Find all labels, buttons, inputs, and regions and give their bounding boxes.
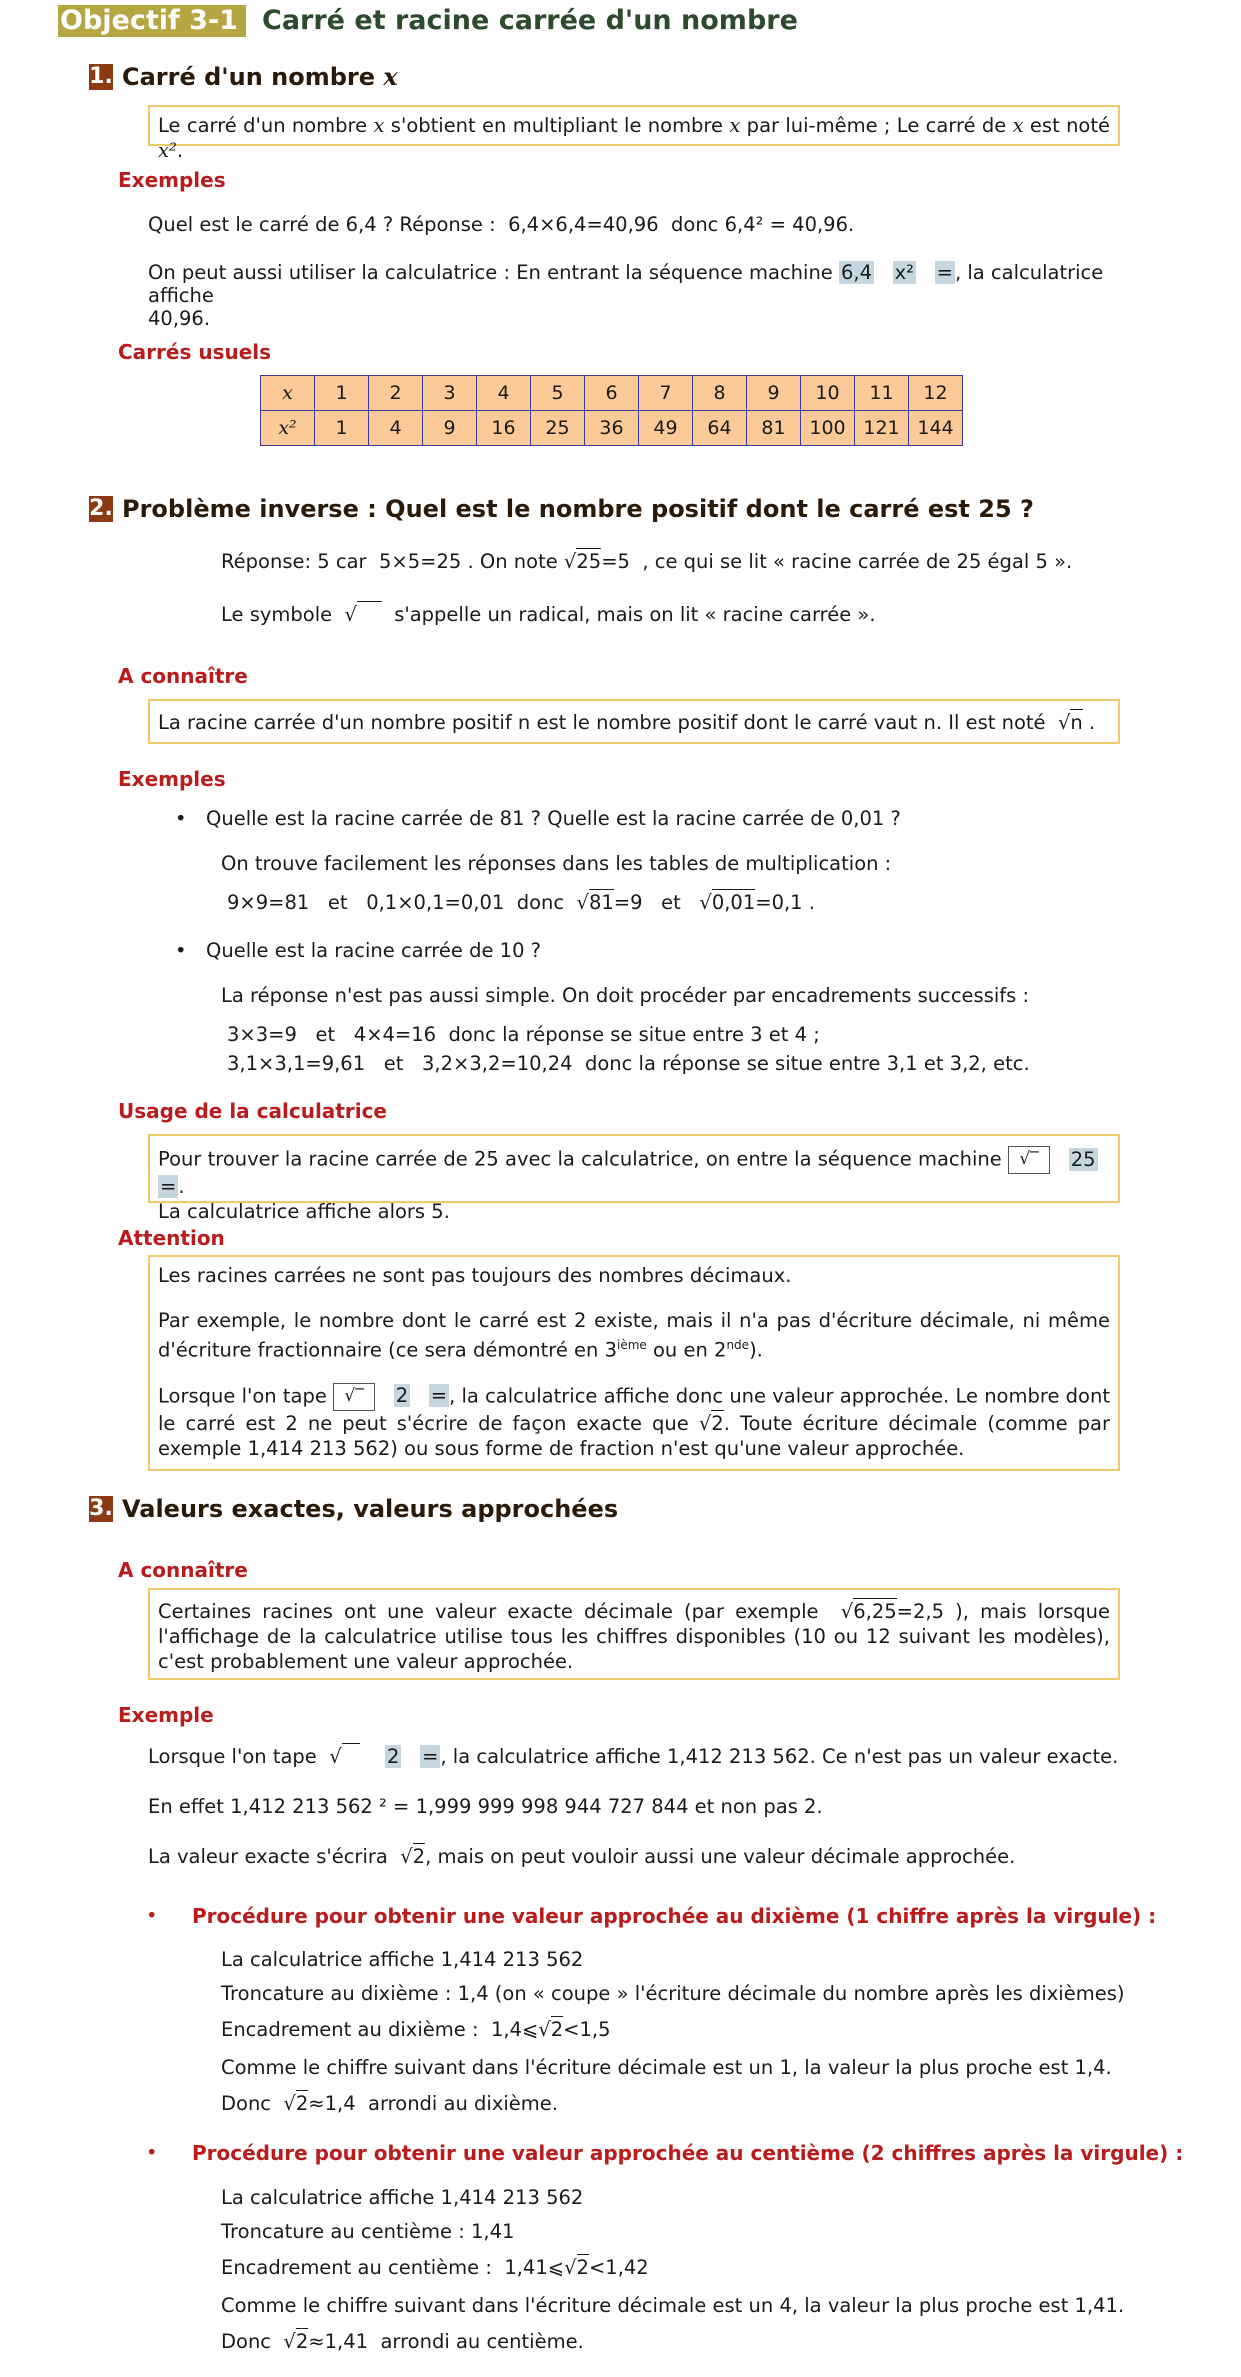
table-cell: 100 <box>801 411 855 446</box>
example-label-3: Exemple <box>118 1703 214 1727</box>
objective-badge: Objectif 3-1 <box>58 5 246 37</box>
section-3-number: 3. <box>89 1496 113 1521</box>
key-6-4: 6,4 <box>841 261 873 284</box>
key-2: 2 <box>395 1384 409 1407</box>
table-cell: 11 <box>855 376 909 411</box>
bullet-icon: • <box>175 939 187 962</box>
table-cell: 9 <box>747 376 801 411</box>
example-bullet-81: Quelle est la racine carrée de 81 ? Quelle est la racine carrée de 0,01 ? <box>206 807 901 830</box>
bounds-line-2: 3,1×3,1=9,61 et 3,2×3,2=10,24 donc la réponse se situe entre 3,1 et 3,2, etc. <box>227 1052 1030 1075</box>
table-cell: 12 <box>909 376 963 411</box>
table-cell: 144 <box>909 411 963 446</box>
example-square-6-4: Quel est le carré de 6,4 ? Réponse : 6,4×6,4=40,96 donc 6,4² = 40,96. <box>148 213 855 236</box>
table-cell: 8 <box>693 376 747 411</box>
section-1-title: Carré d'un nombre x <box>122 62 398 91</box>
radical-key-icon: √‾ <box>333 1383 375 1411</box>
procedure-tenth-line-1: La calculatrice affiche 1,414 213 562 <box>221 1948 584 1971</box>
table-cell: 9 <box>423 411 477 446</box>
exact-values-box: Certaines racines ont une valeur exacte décimale (par exemple √6,25=2,5 ), mais lorsque l'affichage de la calculatrice utilise tous les chiffres disponibles (10 ou 12 suivant les modèles), c'est probablement une valeur approchée. <box>148 1588 1120 1680</box>
attention-box <box>148 1255 1120 1471</box>
procedure-hundredth-line-1: La calculatrice affiche 1,414 213 562 <box>221 2186 584 2209</box>
calculator-root-box: Pour trouver la racine carrée de 25 avec la calculatrice, on entre la séquence machine √‾ 25 = . La calculatrice affiche alors 5. <box>148 1134 1120 1203</box>
table-cell: 10 <box>801 376 855 411</box>
table-header-x: x <box>261 376 315 411</box>
table-cell: 49 <box>639 411 693 446</box>
usual-squares-table <box>260 375 963 446</box>
table-row-x-squared <box>261 411 963 446</box>
key-2: 2 <box>387 1745 400 1768</box>
verification-line: En effet 1,412 213 562 ² = 1,999 999 998 944 727 844 et non pas 2. <box>148 1795 823 1818</box>
calculator-root-2-line: Lorsque l'on tape √ 2 = , la calculatrice affiche 1,412 213 562. Ce n'est pas un valeur exacte. <box>148 1745 1119 1768</box>
table-cell: 121 <box>855 411 909 446</box>
definition-square-box: Le carré d'un nombre x s'obtient en multipliant le nombre x par lui-même ; Le carré de x est noté x². <box>148 105 1120 146</box>
section-3-title: Valeurs exactes, valeurs approchées <box>122 1495 619 1523</box>
key-equals: = <box>422 1745 439 1768</box>
exact-value-line: La valeur exacte s'écrira √2, mais on peut vouloir aussi une valeur décimale approchée. <box>148 1845 1016 1868</box>
example-bullet-10: Quelle est la racine carrée de 10 ? <box>206 939 542 962</box>
radical-key-icon: √‾ <box>1008 1146 1050 1174</box>
know-label-1: A connaître <box>118 664 248 688</box>
procedure-tenth-title: Procédure pour obtenir une valeur approchée au dixième (1 chiffre après la virgule) : <box>192 1904 1157 1928</box>
table-cell: 4 <box>369 411 423 446</box>
root-81-calc: 9×9=81 et 0,1×0,1=0,01 donc √81=9 et √0,01=0,1 . <box>227 891 815 914</box>
radical-symbol-line: Le symbole √ s'appelle un radical, mais on lit « racine carrée ». <box>221 603 876 626</box>
attention-paragraph-1: Les racines carrées ne sont pas toujours des nombres décimaux. <box>158 1264 792 1287</box>
bounds-line-1: 3×3=9 et 4×4=16 donc la réponse se situe entre 3 et 4 ; <box>227 1023 820 1046</box>
calculator-square-text: On peut aussi utiliser la calculatrice : En entrant la séquence machine 6,4 x² = , la calculatrice affiche 40,96. <box>148 261 1104 330</box>
table-cell: 4 <box>477 376 531 411</box>
definition-root-box: La racine carrée d'un nombre positif n est le nombre positif dont le carré vaut n. Il est noté √n . <box>148 699 1120 744</box>
key-25: 25 <box>1070 1147 1096 1171</box>
procedure-hundredth-line-5: Donc √2≈1,41 arrondi au centième. <box>221 2330 584 2353</box>
examples-label-2: Exemples <box>118 767 226 791</box>
calculator-usage-label: Usage de la calculatrice <box>118 1099 387 1123</box>
table-cell: 6 <box>585 376 639 411</box>
examples-label-1: Exemples <box>118 168 226 192</box>
table-cell: 16 <box>477 411 531 446</box>
answer-line: Réponse: 5 car 5×5=25 . On note √25=5 , ce qui se lit « racine carrée de 25 égal 5 ». <box>221 550 1073 573</box>
procedure-tenth-line-2: Troncature au dixième : 1,4 (on « coupe » l'écriture décimale du nombre après les dixièmes) <box>221 1982 1125 2005</box>
table-header-x-squared: x² <box>261 411 315 446</box>
table-cell: 2 <box>369 376 423 411</box>
table-cell: 7 <box>639 376 693 411</box>
table-cell: 3 <box>423 376 477 411</box>
bullet-icon: • <box>146 1904 158 1927</box>
procedure-hundredth-title: Procédure pour obtenir une valeur approchée au centième (2 chiffres après la virgule) : <box>192 2141 1184 2165</box>
table-cell: 1 <box>315 376 369 411</box>
key-equals: = <box>160 1175 177 1198</box>
successive-bounds-text: La réponse n'est pas aussi simple. On doit procéder par encadrements successifs : <box>221 984 1030 1007</box>
procedure-tenth-line-5: Donc √2≈1,4 arrondi au dixième. <box>221 2092 558 2115</box>
attention-paragraph-2: Par exemple, le nombre dont le carré est 2 existe, mais il n'a pas d'écriture décimale, ni même d'écriture fractionnaire (ce sera démontré en 3ième ou en 2nde). <box>158 1309 1110 1362</box>
bullet-icon: • <box>146 2141 158 2164</box>
usual-squares-label: Carrés usuels <box>118 340 272 364</box>
radical-symbol-icon: √ <box>345 601 382 626</box>
table-cell: 5 <box>531 376 585 411</box>
procedure-tenth-line-4: Comme le chiffre suivant dans l'écriture décimale est un 1, la valeur la plus proche est 1,4. <box>221 2056 1112 2079</box>
table-cell: 1 <box>315 411 369 446</box>
bullet-icon: • <box>175 807 187 830</box>
attention-paragraph-3: Lorsque l'on tape √‾ 2 = , la calculatrice affiche donc une valeur approchée. Le nombre dont le carré est 2 ne peut s'écrire de façon exacte que √2. Toute écriture décimale (comme par exemple 1,414 213 562) ou sous forme de fraction n'est qu'une valeur approchée. <box>158 1384 1111 1460</box>
procedure-tenth-line-3: Encadrement au dixième : 1,4⩽√2<1,5 <box>221 2018 611 2041</box>
procedure-hundredth-line-4: Comme le chiffre suivant dans l'écriture décimale est un 4, la valeur la plus proche est 1,41. <box>221 2294 1125 2317</box>
section-1-number: 1. <box>89 64 113 89</box>
key-equals: = <box>430 1384 448 1407</box>
table-cell: 64 <box>693 411 747 446</box>
table-cell: 81 <box>747 411 801 446</box>
table-row-x <box>261 376 963 411</box>
procedure-hundredth-line-3: Encadrement au centième : 1,41⩽√2<1,42 <box>221 2256 649 2279</box>
know-label-2: A connaître <box>118 1558 248 1582</box>
table-cell: 36 <box>585 411 639 446</box>
section-2-title: Problème inverse : Quel est le nombre positif dont le carré est 25 ? <box>122 495 1034 523</box>
key-equals: = <box>936 261 953 284</box>
table-cell: 25 <box>531 411 585 446</box>
attention-label: Attention <box>118 1226 225 1250</box>
page-title: Carré et racine carrée d'un nombre <box>262 5 798 36</box>
key-x-squared: x² <box>894 261 914 284</box>
section-2-number: 2. <box>89 496 113 521</box>
multiplication-tables-text: On trouve facilement les réponses dans les tables de multiplication : <box>221 852 892 875</box>
procedure-hundredth-line-2: Troncature au centième : 1,41 <box>221 2220 515 2243</box>
